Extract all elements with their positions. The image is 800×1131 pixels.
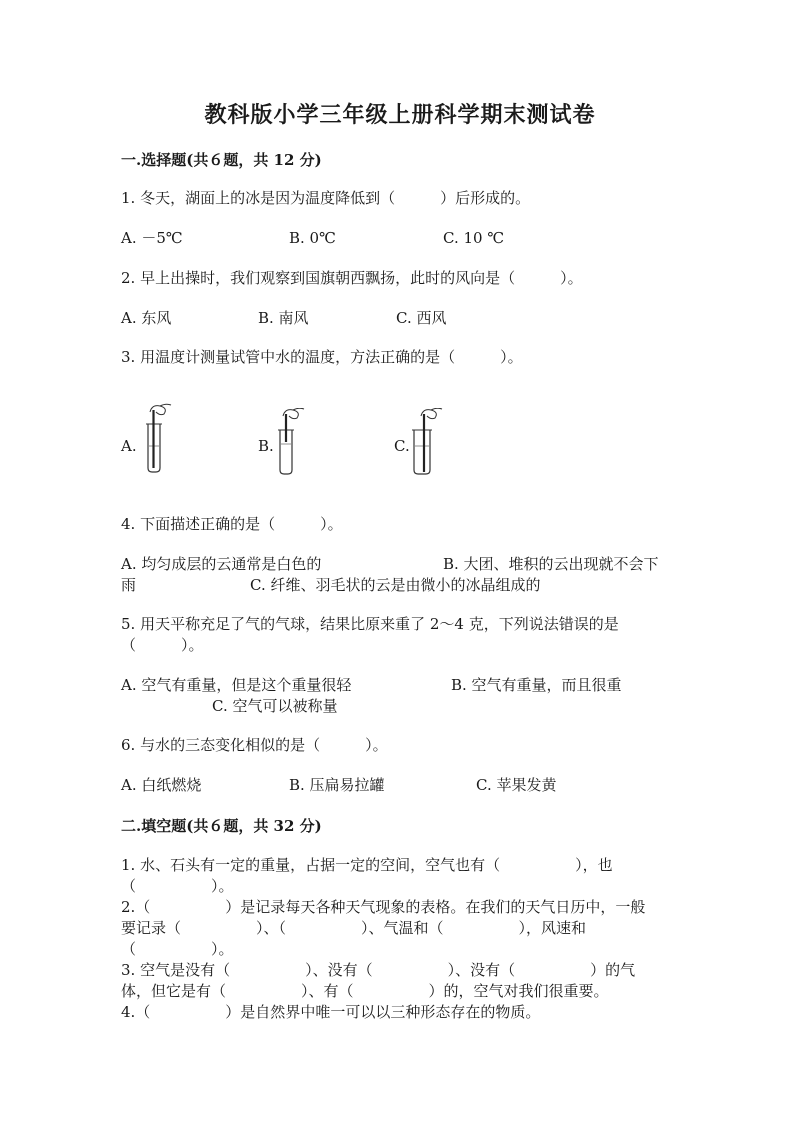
thermometer-tube-a-figure — [134, 402, 174, 474]
question-6-stem: 6. 与水的三态变化相似的是（ ）。 — [121, 736, 388, 754]
question-1-option-c: C. 10 ℃ — [443, 229, 505, 247]
question-3-option-a: A. — [121, 437, 137, 455]
question-4-stem: 4. 下面描述正确的是（ ）。 — [121, 515, 343, 533]
question-5-option-a: A. 空气有重量，但是这个重量很轻 — [121, 676, 352, 694]
thermometer-tube-c-figure — [404, 408, 444, 476]
question-4-option-b-continued: 雨 — [121, 576, 137, 594]
question-1-option-a: A. －5℃ — [121, 229, 183, 247]
question-4-option-c: C. 纤维、羽毛状的云是由微小的冰晶组成的 — [250, 576, 541, 594]
question-3-option-c: C. — [394, 437, 410, 455]
fill-1-line2: （ ）。 — [121, 877, 234, 895]
question-4-option-a: A. 均匀成层的云通常是白色的 — [121, 555, 322, 573]
section-heading-fill-blank: 二.填空题(共６题，共 32 分) — [121, 817, 322, 835]
question-5-option-c: C. 空气可以被称量 — [212, 697, 338, 715]
question-2-option-b: B. 南风 — [258, 309, 309, 327]
question-2-option-c: C. 西风 — [396, 309, 447, 327]
fill-2-line1: 2.（ ）是记录每天各种天气现象的表格。在我们的天气日历中，一般 — [121, 898, 646, 916]
fill-4-line1: 4.（ ）是自然界中唯一可以以三种形态存在的物质。 — [121, 1003, 541, 1021]
question-2-stem: 2. 早上出操时，我们观察到国旗朝西飘扬，此时的风向是（ ）。 — [121, 269, 583, 287]
page-title: 教科版小学三年级上册科学期末测试卷 — [204, 102, 596, 128]
question-5-stem-line1: 5. 用天平称充足了气的气球，结果比原来重了 2～4 克，下列说法错误的是 — [121, 615, 619, 633]
fill-2-line3: （ ）。 — [121, 940, 234, 958]
question-1-option-b: B. 0℃ — [289, 229, 336, 247]
section-heading-choice: 一.选择题(共６题，共 12 分) — [121, 151, 322, 169]
fill-2-line2: 要记录（ ）、（ ）、气温和（ ），风速和 — [121, 919, 587, 937]
question-2-option-a: A. 东风 — [121, 309, 172, 327]
question-6-option-a: A. 白纸燃烧 — [121, 776, 202, 794]
question-3-stem: 3. 用温度计测量试管中水的温度，方法正确的是（ ）。 — [121, 348, 523, 366]
fill-3-line1: 3. 空气是没有（ ）、没有（ ）、没有（ ）的气 — [121, 961, 636, 979]
question-5-option-b: B. 空气有重量，而且很重 — [451, 676, 622, 694]
question-5-stem-line2: （ ）。 — [121, 636, 204, 654]
question-6-option-b: B. 压扁易拉罐 — [289, 776, 385, 794]
question-3-option-b: B. — [258, 437, 274, 455]
thermometer-tube-b-figure — [268, 408, 308, 476]
fill-3-line2: 体，但它是有（ ）、有（ ）的，空气对我们很重要。 — [121, 982, 609, 1000]
question-6-option-c: C. 苹果发黄 — [476, 776, 557, 794]
question-4-option-b: B. 大团、堆积的云出现就不会下 — [443, 555, 659, 573]
question-1-stem: 1. 冬天，湖面上的冰是因为温度降低到（ ）后形成的。 — [121, 189, 531, 207]
fill-1-line1: 1. 水、石头有一定的重量，占据一定的空间，空气也有（ ），也 — [121, 856, 613, 874]
